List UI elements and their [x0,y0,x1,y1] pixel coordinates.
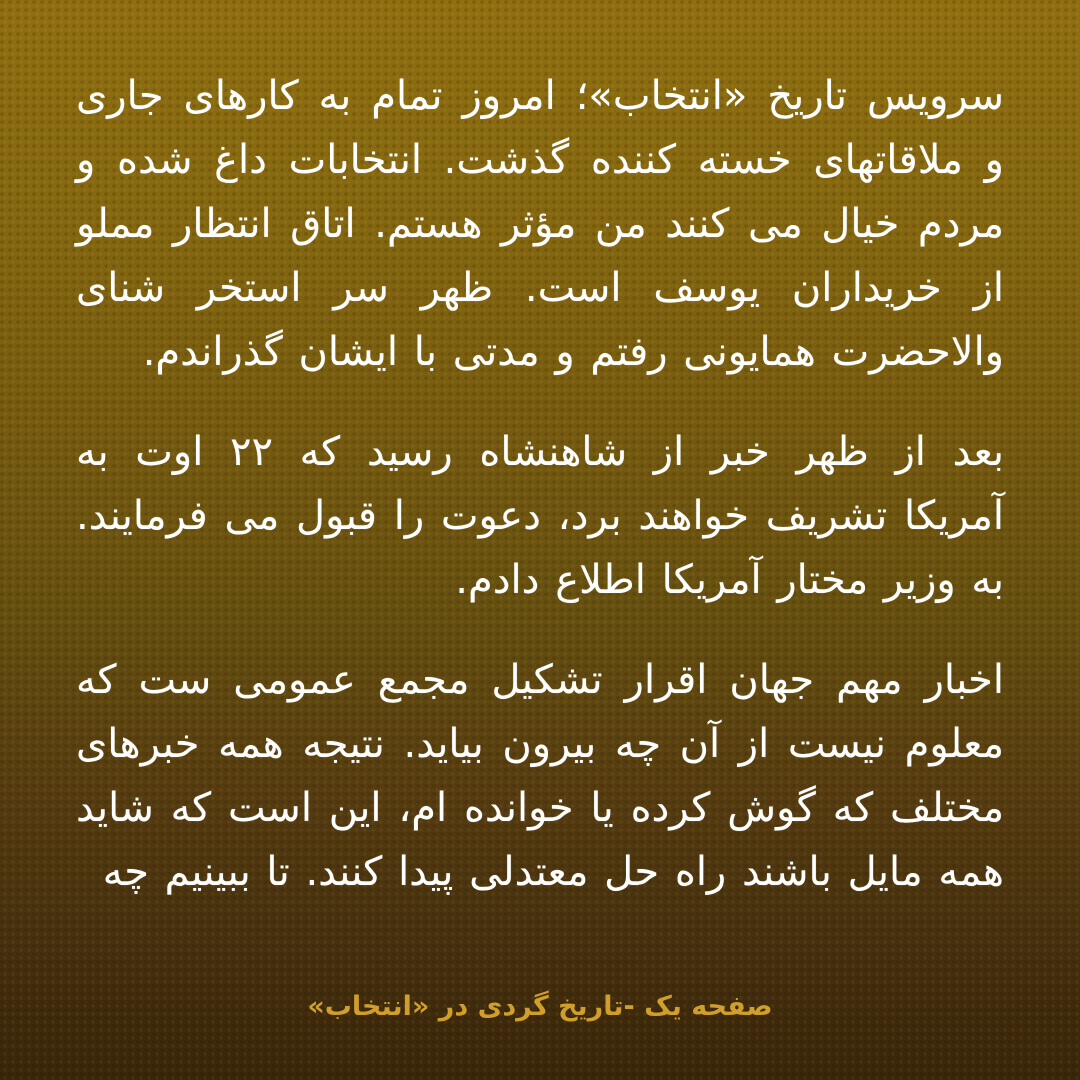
footer-caption: صفحه یک -تاریخ گردی در «انتخاب» [307,991,773,1022]
diary-paragraph-2: بعد از ظهر خبر از شاهنشاه رسید که ۲۲ اوت به آمریکا تشریف خواهند برد، دعوت را قبول می فرمایند. به وزیر مختار آمریکا اطلاع دادم. [76,429,1005,603]
diary-paragraph-1: سرویس تاریخ «انتخاب»؛ امروز تمام به کارهای جاری و ملاقاتهای خسته کننده گذشت. انتخابات داغ شده و مردم خیال می کنند من مؤثر هستم. اتاق انتظار مملو از خریداران یوسف است. ظهر سر استخر شنای والاحضرت همایونی رفتم و مدتی با ایشان گذراندم. [76,73,1004,375]
diary-paragraph-3: اخبار مهم جهان اقرار تشکیل مجمع عمومی ست که معلوم نیست از آن چه بیرون بیاید. نتیجه همه خبرهای مختلف که گوش کرده یا خوانده ام، این است که شاید همه مایل باشند راه حل معتدلی پیدا کنند. تا ببینیم چه [76,657,1004,895]
